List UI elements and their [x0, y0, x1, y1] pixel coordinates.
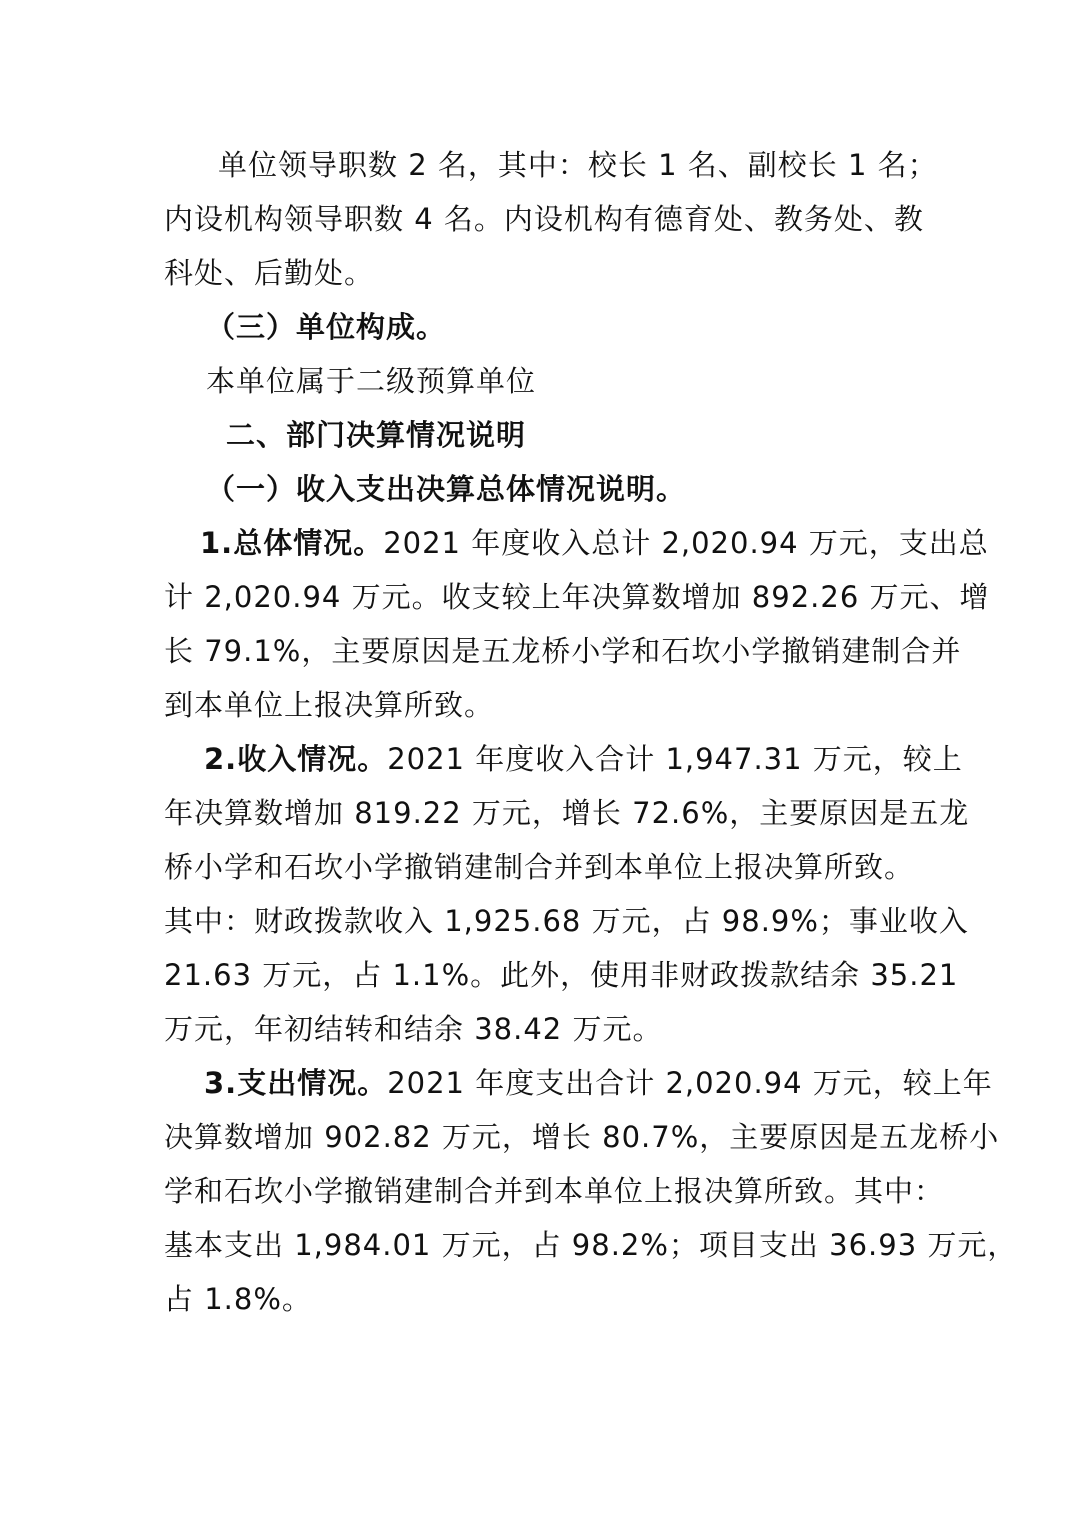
org-leaders-line-2: 内设机构领导职数 4 名。内设机构有德育处、教务处、教: [164, 202, 924, 236]
income-label: 2.收入情况。: [204, 742, 388, 776]
overall-label: 1.总体情况。: [200, 526, 384, 560]
overall-line-3: 长 79.1%，主要原因是五龙桥小学和石坎小学撤销建制合并: [164, 634, 962, 668]
overall-line-2: 计 2,020.94 万元。收支较上年决算数增加 892.26 万元、增: [164, 580, 990, 614]
expense-label: 3.支出情况。: [204, 1066, 388, 1100]
overall-line-1: [200, 523, 989, 563]
overall-line-4: 到本单位上报决算所致。: [164, 688, 495, 722]
section3-heading: （三）单位构成。: [206, 310, 447, 344]
section3-body: 本单位属于二级预算单位: [206, 364, 537, 398]
income-line-1-text: 2021 年度收入合计 1,947.31 万元，较上: [387, 742, 963, 776]
part2-heading: 二、部门决算情况说明: [226, 418, 527, 452]
income-line-4: 其中：财政拨款收入 1,925.68 万元，占 98.9%；事业收入: [164, 904, 969, 938]
expense-line-1-text: 2021 年度支出合计 2,020.94 万元，较上年: [387, 1066, 993, 1100]
org-leaders-line-3: 科处、后勤处。: [164, 256, 375, 290]
overall-line-1-text: 2021 年度收入总计 2,020.94 万元，支出总: [383, 526, 989, 560]
expense-line-2: 决算数增加 902.82 万元，增长 80.7%，主要原因是五龙桥小: [164, 1120, 1000, 1154]
income-line-1: [204, 739, 963, 779]
income-line-6: 万元，年初结转和结余 38.42 万元。: [164, 1012, 663, 1046]
sub1-heading: （一）收入支出决算总体情况说明。: [206, 472, 687, 506]
org-leaders-line-1: 单位领导职数 2 名，其中：校长 1 名、副校长 1 名；: [218, 148, 938, 182]
income-line-5: 21.63 万元，占 1.1%。此外，使用非财政拨款结余 35.21: [164, 958, 959, 992]
expense-line-1: [204, 1063, 993, 1103]
expense-line-5: 占 1.8%。: [164, 1282, 312, 1316]
income-line-3: 桥小学和石坎小学撤销建制合并到本单位上报决算所致。: [164, 850, 915, 884]
expense-line-4: 基本支出 1,984.01 万元，占 98.2%；项目支出 36.93 万元，: [164, 1228, 1018, 1262]
expense-line-3: 学和石坎小学撤销建制合并到本单位上报决算所致。其中：: [164, 1174, 945, 1208]
income-line-2: 年决算数增加 819.22 万元，增长 72.6%，主要原因是五龙: [164, 796, 970, 830]
